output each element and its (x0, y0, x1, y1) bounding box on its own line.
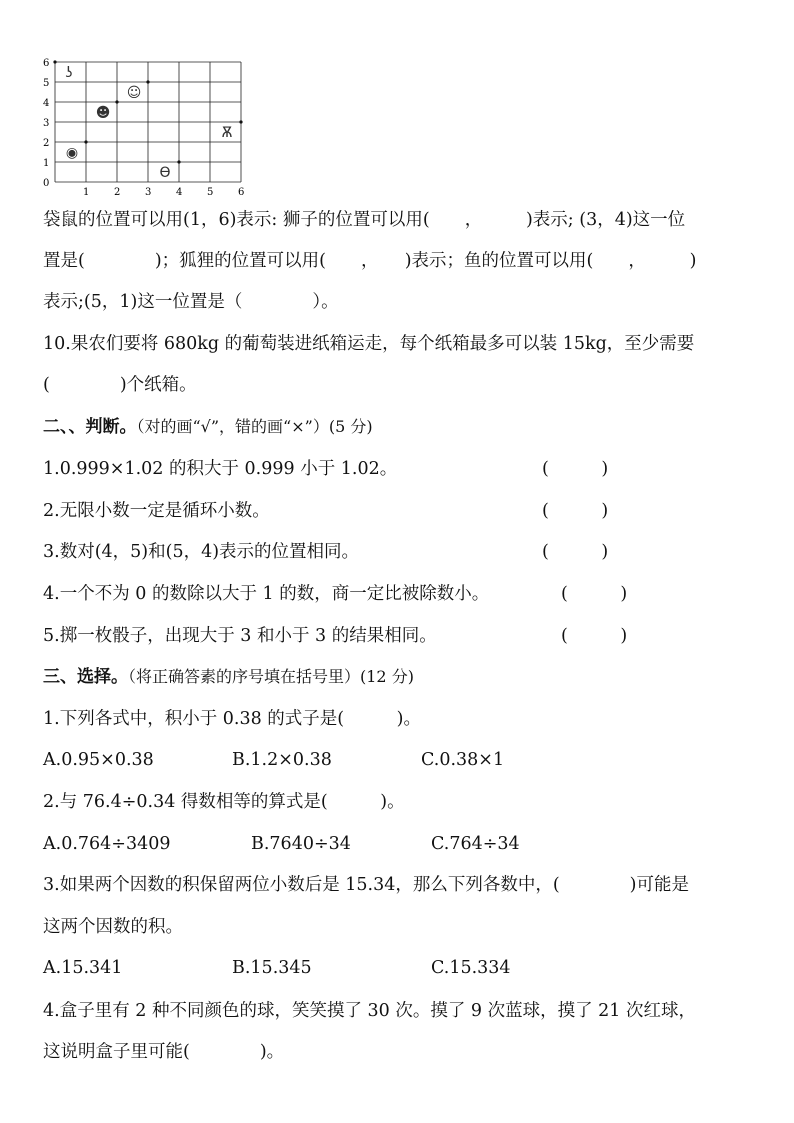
fox-icon (219, 124, 235, 141)
grid-point-fish (84, 140, 87, 143)
x-axis-label: 4 (176, 187, 183, 197)
fish-icon (64, 144, 80, 161)
svg-text:ʖ: ʖ (65, 65, 73, 81)
q9-line-2: 置是( )；狐狸的位置可以用( ， )表示；鱼的位置可以用( ， ) (43, 251, 697, 271)
section3-title: 三、选择。 (43, 667, 128, 687)
judge-answer-2[interactable]: ( ) (542, 501, 609, 521)
y-axis-label: 0 (43, 178, 50, 189)
grid-point-elephant (177, 160, 180, 163)
y-axis-label: 3 (43, 118, 50, 129)
judge-item-1: 1.0.999×1.02 的积大于 0.999 小于 1.02。 (43, 459, 398, 479)
y-axis-labels (43, 58, 49, 189)
svg-text:◉: ◉ (65, 145, 79, 161)
choice-q2: 2.与 76.4÷0.34 得数相等的算式是( )。 (43, 792, 405, 812)
section3-note: （将正确答素的序号填在括号里）(12 分) (128, 667, 414, 686)
grid-point-fox (239, 120, 242, 123)
judge-answer-1[interactable]: ( ) (542, 459, 609, 479)
choice-q3-option-c[interactable]: C.15.334 (431, 958, 511, 978)
q10-line-2: ( )个纸箱。 (43, 375, 197, 395)
x-axis-label: 2 (114, 187, 121, 197)
x-axis-label: 5 (207, 187, 214, 197)
choice-q1-option-c[interactable]: C.0.38×1 (421, 750, 505, 770)
choice-q4-line-2: 这说明盒子里可能( )。 (43, 1042, 285, 1062)
choice-q2-option-a[interactable]: A.0.764÷3409 (43, 834, 171, 854)
y-axis-label: 2 (43, 138, 50, 149)
choice-q3-option-b[interactable]: B.15.345 (232, 958, 312, 978)
lion-icon (95, 104, 111, 121)
choice-q1-option-a[interactable]: A.0.95×0.38 (43, 750, 154, 770)
judge-answer-5[interactable]: ( ) (561, 626, 628, 646)
judge-item-4: 4.一个不为 0 的数除以大于 1 的数，商一定比被除数小。 (43, 584, 490, 604)
grid-lines (55, 62, 241, 182)
x-axis-label: 1 (83, 187, 90, 197)
section2-note: （对的画“√”，错的画“×”）(5 分) (136, 417, 373, 436)
elephant-icon (157, 164, 173, 181)
y-axis-label: 1 (43, 158, 50, 169)
choice-q1: 1.下列各式中，积小于 0.38 的式子是( )。 (43, 709, 421, 729)
judge-answer-4[interactable]: ( ) (561, 584, 628, 604)
choice-q2-option-c[interactable]: C.764÷34 (431, 834, 520, 854)
q10-line-1: 10.果农们要将 680kg 的葡萄装进纸箱运走，每个纸箱最多可以装 15kg，至少需要 (43, 334, 695, 354)
choice-q3-option-a[interactable]: A.15.341 (43, 958, 123, 978)
y-axis-label: 4 (43, 98, 50, 109)
judge-item-3: 3.数对(4，5)和(5，4)表示的位置相同。 (43, 542, 360, 562)
x-axis-label: 3 (145, 187, 152, 197)
kangaroo-icon (61, 64, 77, 81)
grid-point-kangaroo (53, 60, 56, 63)
grid-point-lion (115, 100, 118, 103)
grid-point-monkey (146, 80, 149, 83)
section3-header (43, 669, 414, 687)
section2-title: 二、、判断。 (43, 417, 137, 437)
q9-line-3: 表示;(5，1)这一位置是（ ）。 (43, 292, 339, 312)
y-axis-label: 6 (43, 58, 50, 69)
q9-line-1: 袋鼠的位置可以用(1，6)表示: 狮子的位置可以用( ， )表示; (3，4)这一位 (43, 210, 686, 230)
coordinate-grid (40, 52, 250, 197)
x-axis-label: 6 (238, 187, 245, 197)
svg-text:☺: ☺ (126, 85, 142, 101)
judge-item-2: 2.无限小数一定是循环小数。 (43, 501, 270, 521)
judge-answer-3[interactable]: ( ) (542, 542, 609, 562)
judge-item-5: 5.掷一枚骰子，出现大于 3 和小于 3 的结果相同。 (43, 626, 437, 646)
monkey-icon (126, 84, 142, 101)
x-axis-labels (83, 187, 244, 197)
section2-header (43, 419, 373, 437)
choice-q3-line-1: 3.如果两个因数的积保留两位小数后是 15.34，那么下列各数中，( )可能是 (43, 875, 690, 895)
svg-text:Ѫ: Ѫ (221, 125, 233, 141)
svg-text:Ѳ: Ѳ (159, 165, 171, 181)
choice-q3-line-2: 这两个因数的积。 (43, 917, 183, 937)
y-axis-label: 5 (43, 78, 50, 89)
choice-q4-line-1: 4.盒子里有 2 种不同颜色的球，笑笑摸了 30 次。摸了 9 次蓝球，摸了 21 次红球， (43, 1001, 697, 1021)
choice-q1-option-b[interactable]: B.1.2×0.38 (232, 750, 332, 770)
choice-q2-option-b[interactable]: B.7640÷34 (251, 834, 351, 854)
svg-text:☻: ☻ (95, 105, 111, 121)
